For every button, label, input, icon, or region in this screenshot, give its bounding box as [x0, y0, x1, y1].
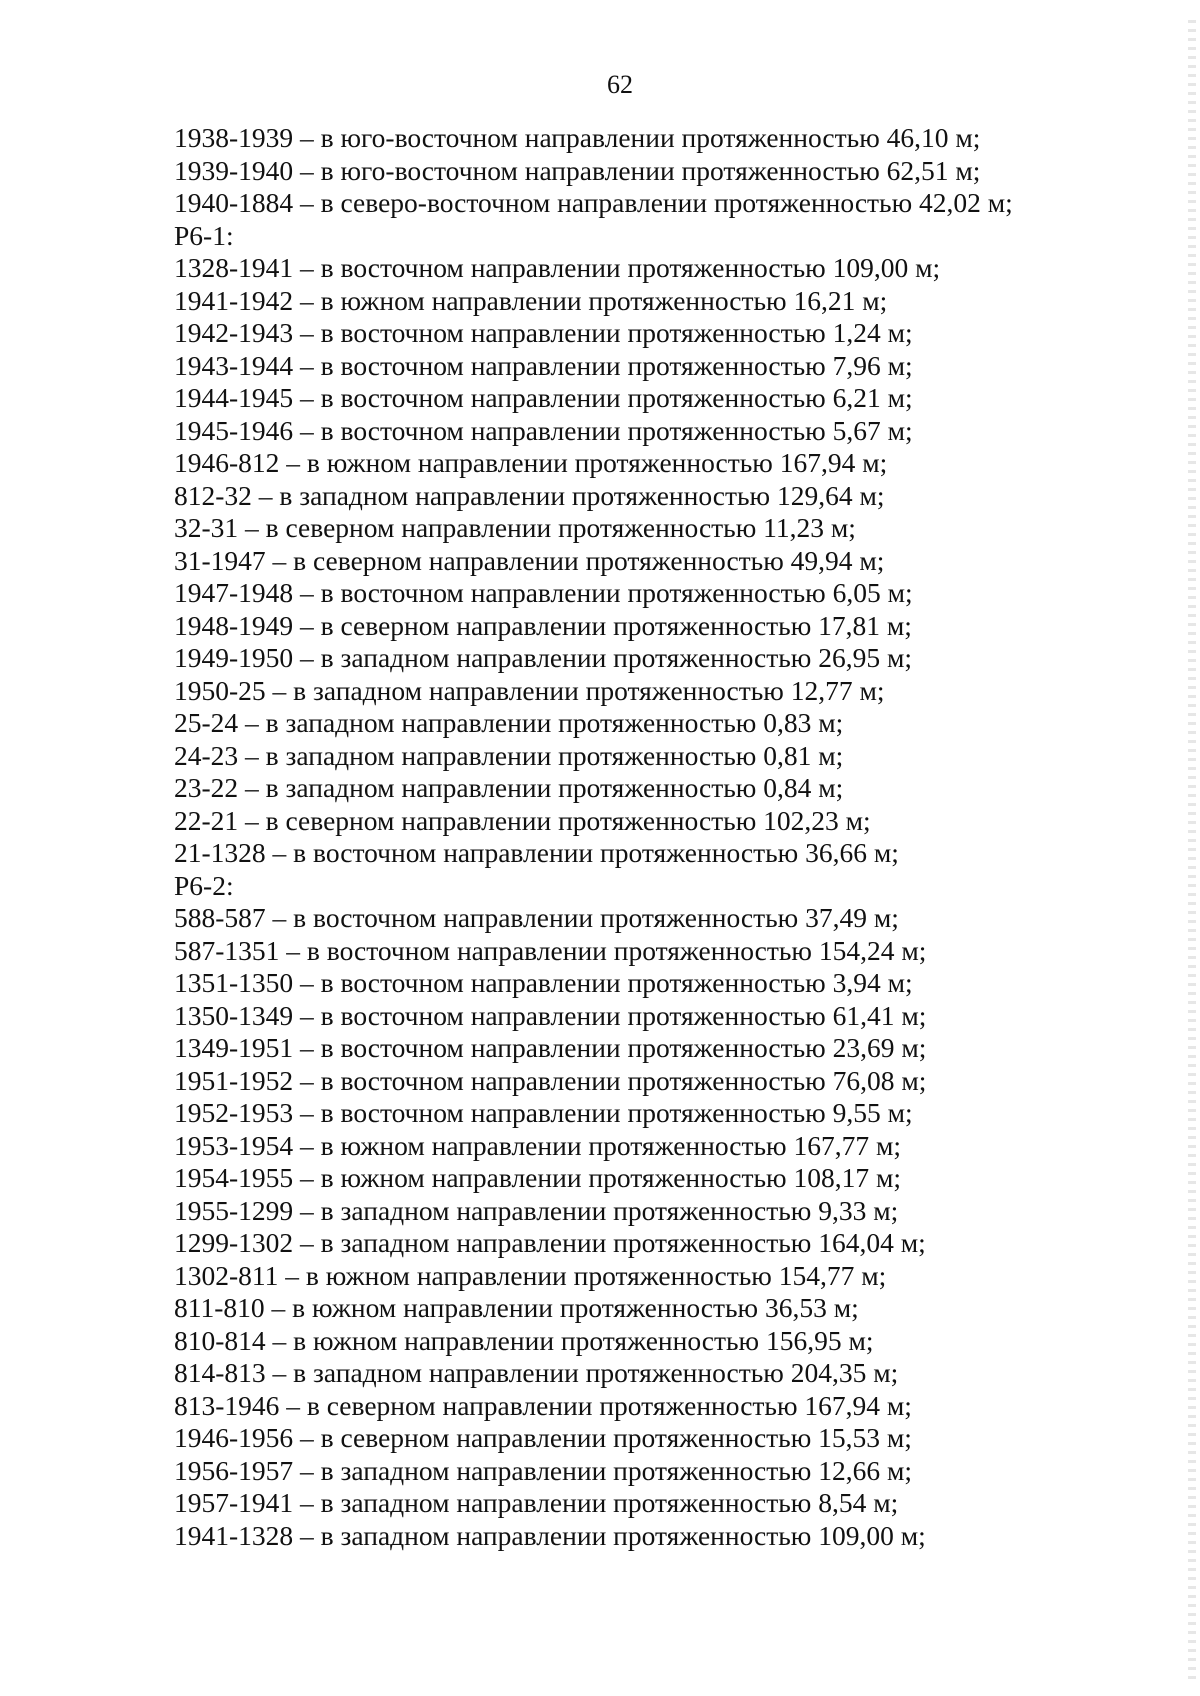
text-line: 25-24 – в западном направлении протяженностью 0,83 м; [174, 707, 844, 738]
text-line: 1954-1955 – в южном направлении протяженностью 108,17 м; [174, 1162, 902, 1193]
text-line: Р6-2: [174, 869, 234, 901]
text-line: 1943-1944 – в восточном направлении протяженностью 7,96 м; [174, 349, 913, 381]
text-line: 1349-1951 – в восточном направлении протяженностью 23,69 м; [174, 1032, 927, 1063]
text-line: Р6-1: [174, 219, 234, 251]
text-line: 1957-1941 – в западном направлении протяженностью 8,54 м; [174, 1487, 899, 1518]
text-line: 1952-1953 – в восточном направлении протяженностью 9,55 м; [174, 1097, 913, 1128]
text-line: 1955-1299 – в западном направлении протяженностью 9,33 м; [174, 1194, 899, 1226]
text-line: 1945-1946 – в восточном направлении протяженностью 5,67 м; [174, 414, 913, 446]
text-line: 587-1351 – в восточном направлении протяженностью 154,24 м; [174, 934, 927, 966]
text-line: 1951-1952 – в восточном направлении протяженностью 76,08 м; [174, 1064, 927, 1096]
text-line: 810-814 – в южном направлении протяженностью 156,95 м; [174, 1324, 874, 1356]
text-line: 1299-1302 – в западном направлении протяженностью 164,04 м; [174, 1227, 926, 1258]
text-line: 1351-1350 – в восточном направлении протяженностью 3,94 м; [174, 967, 913, 998]
text-line: 1946-812 – в южном направлении протяженностью 167,94 м; [174, 447, 888, 478]
text-line: 588-587 – в восточном направлении протяженностью 37,49 м; [174, 902, 899, 933]
text-line: 1949-1950 – в западном направлении протяженностью 26,95 м; [174, 642, 913, 673]
text-line: 1948-1949 – в северном направлении протяженностью 17,81 м; [174, 609, 912, 641]
text-line: 1350-1349 – в восточном направлении протяженностью 61,41 м; [174, 999, 927, 1031]
text-line: 1941-1328 – в западном направлении протяженностью 109,00 м; [174, 1519, 926, 1551]
text-line: 1939-1940 – в юго-восточном направлении протяженностью 62,51 м; [174, 154, 981, 186]
page-number: 62 [607, 70, 633, 99]
text-line: 1942-1943 – в восточном направлении протяженностью 1,24 м; [174, 317, 913, 348]
text-line: 31-1947 – в северном направлении протяженностью 49,94 м; [174, 544, 885, 576]
boundary-description-list [174, 122, 1134, 1552]
scan-edge-artifact [1188, 20, 1196, 1680]
text-line: 21-1328 – в восточном направлении протяженностью 36,66 м; [174, 837, 899, 868]
text-line: 1940-1884 – в северо-восточном направлении протяженностью 42,02 м; [174, 187, 1013, 218]
text-line: 32-31 – в северном направлении протяженностью 11,23 м; [174, 512, 856, 543]
text-line: 812-32 – в западном направлении протяженностью 129,64 м; [174, 479, 885, 511]
text-line: 814-813 – в западном направлении протяженностью 204,35 м; [174, 1357, 899, 1388]
text-line: 24-23 – в западном направлении протяженностью 0,81 м; [174, 739, 844, 771]
text-line: 1946-1956 – в северном направлении протяженностью 15,53 м; [174, 1422, 912, 1453]
text-line: 813-1946 – в северном направлении протяженностью 167,94 м; [174, 1389, 912, 1421]
text-line: 1941-1942 – в южном направлении протяженностью 16,21 м; [174, 284, 888, 316]
text-line: 1947-1948 – в восточном направлении протяженностью 6,05 м; [174, 577, 913, 608]
text-line: 1953-1954 – в южном направлении протяженностью 167,77 м; [174, 1129, 902, 1161]
text-line: 1956-1957 – в западном направлении протяженностью 12,66 м; [174, 1454, 913, 1486]
text-line: 23-22 – в западном направлении протяженностью 0,84 м; [174, 772, 844, 803]
text-line: 1938-1939 – в юго-восточном направлении протяженностью 46,10 м; [174, 122, 981, 153]
text-line: 22-21 – в северном направлении протяженностью 102,23 м; [174, 804, 871, 836]
text-line: 1944-1945 – в восточном направлении протяженностью 6,21 м; [174, 382, 913, 413]
text-line: 1302-811 – в южном направлении протяженностью 154,77 м; [174, 1259, 887, 1291]
text-line: 1328-1941 – в восточном направлении протяженностью 109,00 м; [174, 252, 941, 283]
text-line: 1950-25 – в западном направлении протяженностью 12,77 м; [174, 674, 885, 706]
text-line: 811-810 – в южном направлении протяженностью 36,53 м; [174, 1292, 859, 1323]
